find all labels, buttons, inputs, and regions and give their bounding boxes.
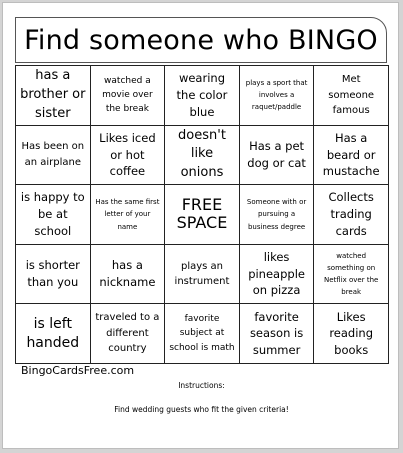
bingo-cell: Has the same first letter of your name bbox=[91, 185, 166, 245]
free-space-cell: FREE SPACE bbox=[165, 185, 240, 245]
card-title: Find someone who BINGO bbox=[15, 17, 387, 63]
bingo-cell: Has a pet dog or cat bbox=[240, 126, 315, 186]
bingo-cell: watched a movie over the break bbox=[91, 66, 166, 126]
bingo-cell: favorite subject at school is math bbox=[165, 304, 240, 364]
bingo-cell: plays a sport that involves a raquet/paddle bbox=[240, 66, 315, 126]
bingo-cell: traveled to a different country bbox=[91, 304, 166, 364]
bingo-grid bbox=[15, 65, 389, 364]
bingo-cell: watched something on Netflix over the break bbox=[314, 245, 389, 305]
bingo-cell: Likes iced or hot coffee bbox=[91, 126, 166, 186]
bingo-cell: plays an instrument bbox=[165, 245, 240, 305]
bingo-cell: wearing the color blue bbox=[165, 66, 240, 126]
bingo-cell: has a nickname bbox=[91, 245, 166, 305]
bingo-card-sheet bbox=[2, 2, 399, 449]
bingo-cell: doesn't like onions bbox=[165, 126, 240, 186]
bingo-cell: Has a beard or mustache bbox=[314, 126, 389, 186]
bingo-cell: Likes reading books bbox=[314, 304, 389, 364]
bingo-cell: Collects trading cards bbox=[314, 185, 389, 245]
instructions-text: Find wedding guests who fit the given criteria! bbox=[114, 405, 289, 414]
bingo-cell: is happy to be at school bbox=[16, 185, 91, 245]
bingo-cell: favorite season is summer bbox=[240, 304, 315, 364]
bingo-cell: is shorter than you bbox=[16, 245, 91, 305]
bingo-cell: Has been on an airplane bbox=[16, 126, 91, 186]
site-credit: BingoCardsFree.com bbox=[21, 364, 135, 377]
instructions-label: Instructions: bbox=[178, 381, 225, 390]
bingo-cell: likes pineapple on pizza bbox=[240, 245, 315, 305]
bingo-cell: Met someone famous bbox=[314, 66, 389, 126]
bingo-cell: has a brother or sister bbox=[16, 66, 91, 126]
bingo-cell: is left handed bbox=[16, 304, 91, 364]
bingo-cell: Someone with or pursuing a business degree bbox=[240, 185, 315, 245]
